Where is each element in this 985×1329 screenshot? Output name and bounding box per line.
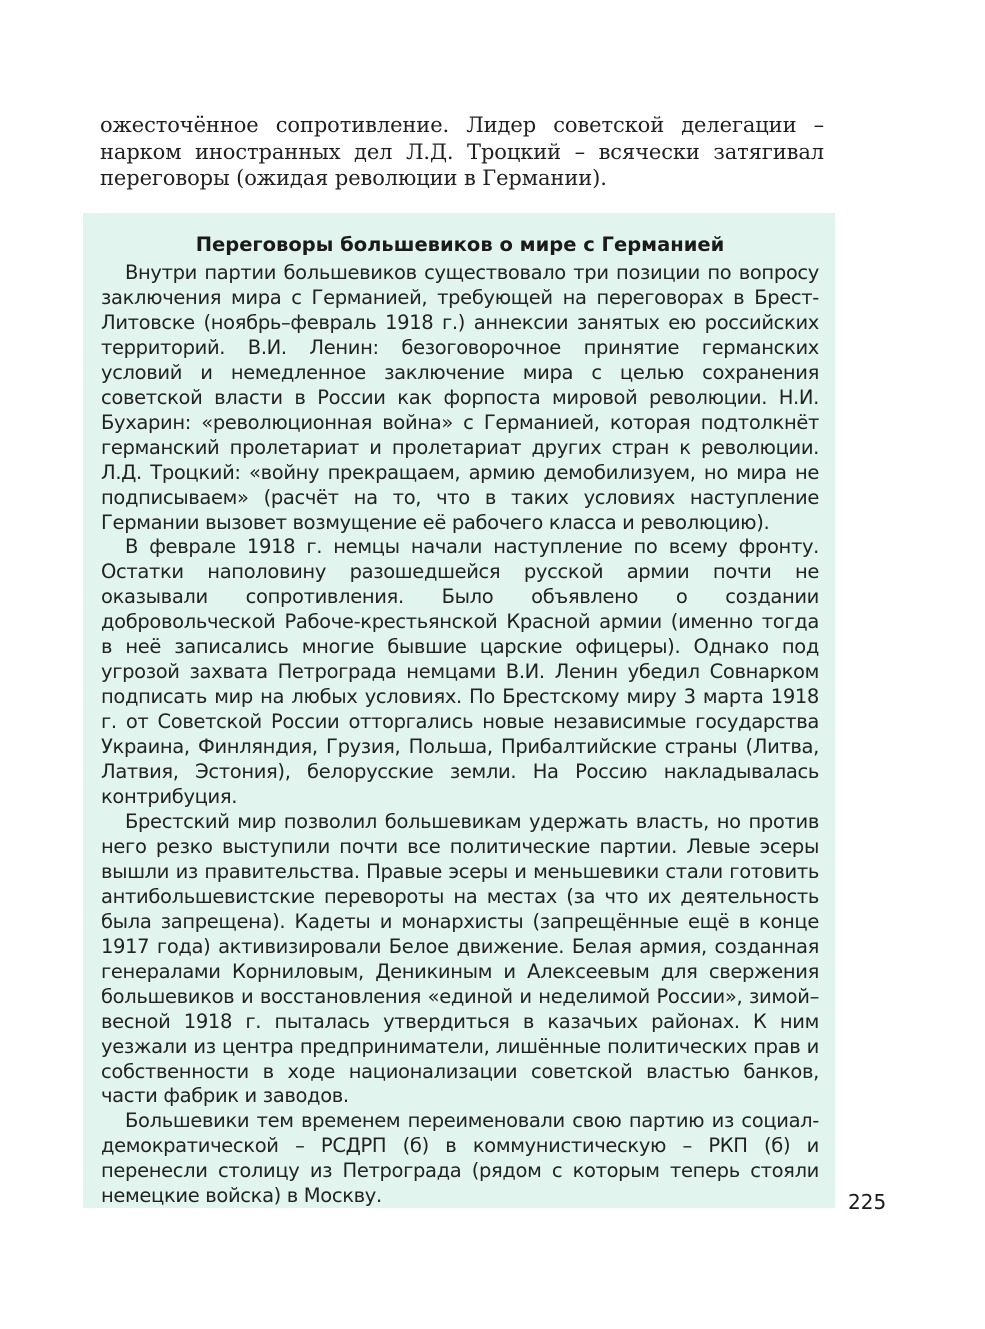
box-paragraph-3: Брестский мир позволил большевикам удержать власть, но против него резко выступили почти все политические партии. Левые эсеры вышли из правительства. Правые эсеры и меньшевики стали готовить антибольшевистские перевороты на местах (за что их деятельность была запрещена). Кадеты и монархисты (запрещённые ещё в конце 1917 года) активизировали Белое движение. Белая армия, созданная генералами Корниловым, Деникиным и Алексеевым для свержения большевиков и восстановления «единой и неделимой России», зимой–весной 1918 г. пыталась утвердиться в казачьих районах. К ним уезжали из центра предприниматели, лишённые политических прав и собственности в ходе национализации советской властью банков, части фабрик и заводов. (101, 809, 819, 1108)
box-title: Переговоры большевиков о мире с Германией (195, 233, 725, 256)
intro-paragraph: ожесточённое сопротивление. Лидер советской делегации – нарком иностранных дел Л.Д. Троцкий – всячески затягивал переговоры (ожидая революции в Германии). (100, 113, 824, 190)
box-paragraph-1: Внутри партии большевиков существовало три позиции по вопросу заключения мира с Германией, требующей на переговорах в Брест-Литовске (ноябрь–февраль 1918 г.) аннексии занятых ею российских территорий. В.И. Ленин: безоговорочное принятие германских условий и немедленное заключение мира с целью сохранения советской власти в России как форпоста мировой революции. Н.И. Бухарин: «революционная война» с Германией, которая подтолкнёт германский пролетариат и пролетариат других стран к революции. Л.Д. Троцкий: «войну прекращаем, армию демобилизуем, но мира не подписываем» (расчёт на то, что в таких условиях наступление Германии вызовет возмущение её рабочего класса и революцию). (101, 261, 819, 534)
box-paragraph-4: Большевики тем временем переименовали свою партию из социал-демократической – РСДРП (б) в коммунистическую – РКП (б) и перенесли столицу из Петрограда (рядом с которым теперь стояли немецкие войска) в Москву. (101, 1109, 819, 1208)
page-number: 225 (848, 1190, 887, 1214)
box-paragraph-2: В феврале 1918 г. немцы начали наступление по всему фронту. Остатки наполовину разошедшейся русской армии почти не оказывали сопротивления. Было объявлено о создании добровольческой Рабоче-крестьянской Красной армии (именно тогда в неё записались многие бывшие царские офицеры). Однако под угрозой захвата Петрограда немцами В.И. Ленин убедил Совнарком подписать мир на любых условиях. По Брестскому миру 3 марта 1918 г. от Советской России отторгались новые независимые государства Украина, Финляндия, Грузия, Польша, Прибалтийские страны (Литва, Латвия, Эстония), белорусские земли. На Россию накладывалась контрибуция. (101, 535, 819, 809)
info-box (83, 213, 835, 1208)
